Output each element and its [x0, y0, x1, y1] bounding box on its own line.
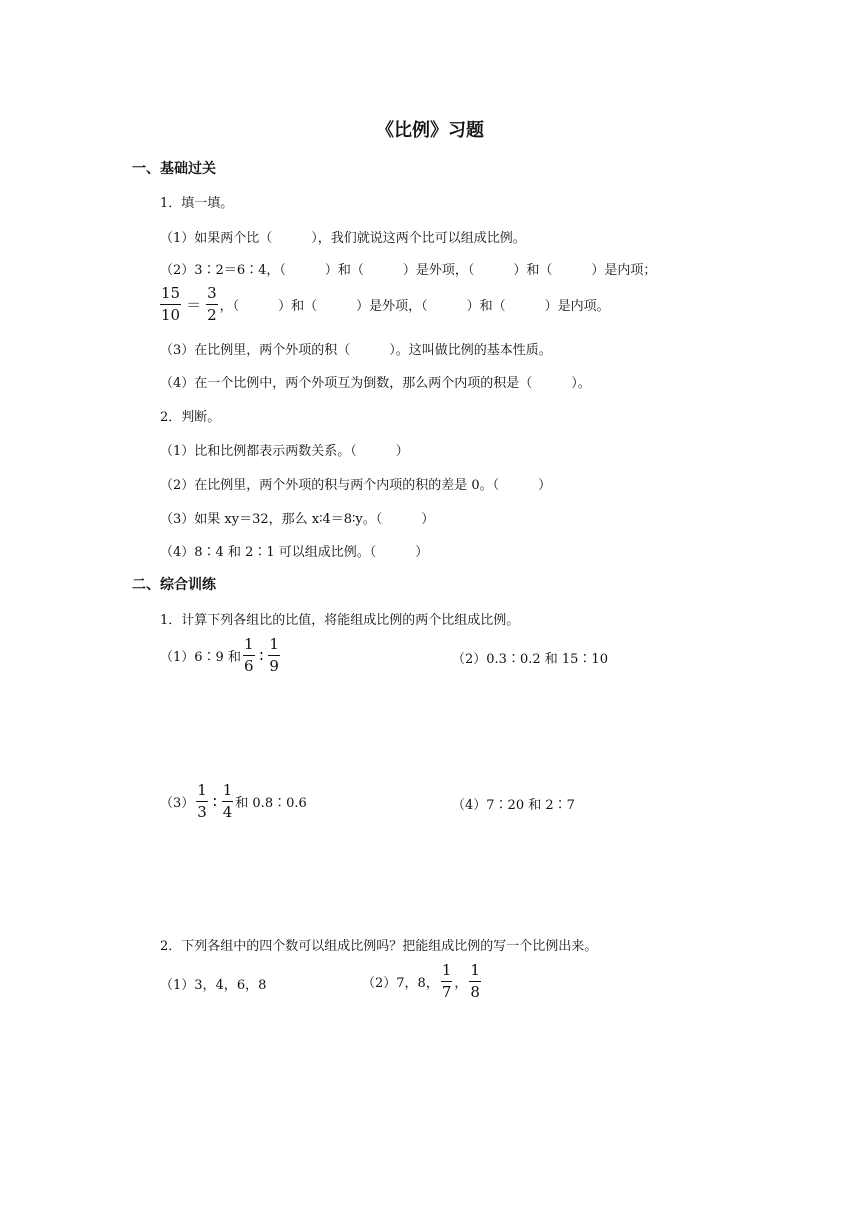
- fraction-numerator: 1: [222, 781, 233, 799]
- fraction-3-2: [206, 285, 218, 324]
- q2-item-4: （4）8∶4 和 2∶1 可以组成比例。（ ）: [160, 545, 429, 560]
- ratio-colon: ∶: [259, 646, 264, 665]
- fraction-bar: [206, 304, 218, 305]
- fraction-bar: [222, 801, 234, 802]
- ratio-colon: ∶: [212, 792, 217, 811]
- q2-item-2: （2）在比例里，两个外项的积与两个内项的积的差是 0。（ ）: [160, 478, 552, 493]
- s2-question-1-label: 1．计算下列各组比的比值，将能组成比例的两个比组成比例。: [160, 613, 520, 628]
- fraction-1-8: [469, 962, 481, 1001]
- fraction-bar: [243, 655, 255, 656]
- fraction-1-3: [196, 782, 208, 821]
- s2-q1-part-2: （2）0.3∶0.2 和 15∶10: [452, 652, 608, 667]
- s2-q2-part-2: [362, 962, 483, 1001]
- fraction-numerator: 1: [243, 635, 254, 653]
- q2-item-3: （3）如果 xy＝32，那么 x∶4＝8∶y。（ ）: [160, 512, 435, 527]
- fraction-denominator: 2: [207, 306, 217, 324]
- fraction-1-6: [243, 636, 255, 675]
- fraction-bar: [268, 655, 280, 656]
- fraction-bar: [441, 981, 453, 982]
- fraction-bar: [196, 801, 208, 802]
- fraction-denominator: 3: [197, 803, 207, 821]
- fraction-numerator: 1: [470, 961, 480, 979]
- s2-q1-part-1: [160, 636, 282, 675]
- section-heading-2: 二、综合训练: [132, 577, 216, 593]
- s2-question-2-label: 2．下列各组中的四个数可以组成比例吗？把能组成比例的写一个比例出来。: [160, 939, 598, 954]
- q2-item-1: （1）比和比例都表示两数关系。（ ）: [160, 444, 409, 459]
- q1-item-2: （2）3∶2＝6∶4，（ ）和（ ）是外项，（ ）和（ ）是内项；: [160, 263, 657, 278]
- fraction-1-4: [222, 782, 234, 821]
- equals-sign: ＝: [186, 296, 202, 314]
- fraction-15-10: [160, 285, 181, 324]
- fraction-denominator: 10: [161, 306, 181, 324]
- part-1-prefix: （1）6∶9 和: [160, 650, 241, 665]
- comma: ，: [454, 976, 468, 991]
- part-3-suffix: 和 0.8∶0.6: [235, 796, 307, 811]
- question-2-label: 2．判断。: [160, 410, 221, 425]
- fraction-1-9: [268, 636, 280, 675]
- fraction-numerator: 3: [207, 284, 217, 302]
- fraction-denominator: 9: [269, 657, 279, 675]
- part-3-prefix: （3）: [160, 796, 195, 811]
- fraction-denominator: 8: [470, 983, 480, 1001]
- fraction-1-7: [441, 962, 453, 1001]
- s2-q2-part-1: （1）3，4，6，8: [160, 978, 267, 993]
- s2-q1-part-4: （4）7∶20 和 2∶7: [452, 798, 575, 813]
- part-2-prefix: （2）7，8，: [362, 976, 439, 991]
- q1-item-1: （1）如果两个比（ ），我们就说这两个比可以组成比例。: [160, 231, 526, 246]
- q1-item-2-fraction-line: [158, 285, 610, 324]
- fraction-denominator: 6: [243, 657, 254, 675]
- fraction-denominator: 4: [222, 803, 233, 821]
- fraction-numerator: 1: [197, 781, 207, 799]
- fraction-denominator: 7: [441, 983, 452, 1001]
- fraction-numerator: 1: [269, 635, 279, 653]
- s2-q1-part-3: [160, 782, 307, 821]
- page-title: 《比例》习题: [376, 120, 484, 141]
- question-1-label: 1．填一填。: [160, 196, 234, 211]
- q1-item-4: （4）在一个比例中，两个外项互为倒数，那么两个内项的积是（ ）。: [160, 376, 591, 391]
- fraction-bar: [160, 304, 181, 305]
- fraction-numerator: 1: [441, 961, 452, 979]
- fraction-numerator: 15: [161, 284, 181, 302]
- q1-item-3: （3）在比例里，两个外项的积（ ）。这叫做比例的基本性质。: [160, 343, 552, 358]
- fraction-bar: [469, 981, 481, 982]
- q1-item-2b-text: ，（ ）和（ ）是外项，（ ）和（ ）是内项。: [219, 299, 610, 314]
- section-heading-1: 一、基础过关: [132, 161, 216, 177]
